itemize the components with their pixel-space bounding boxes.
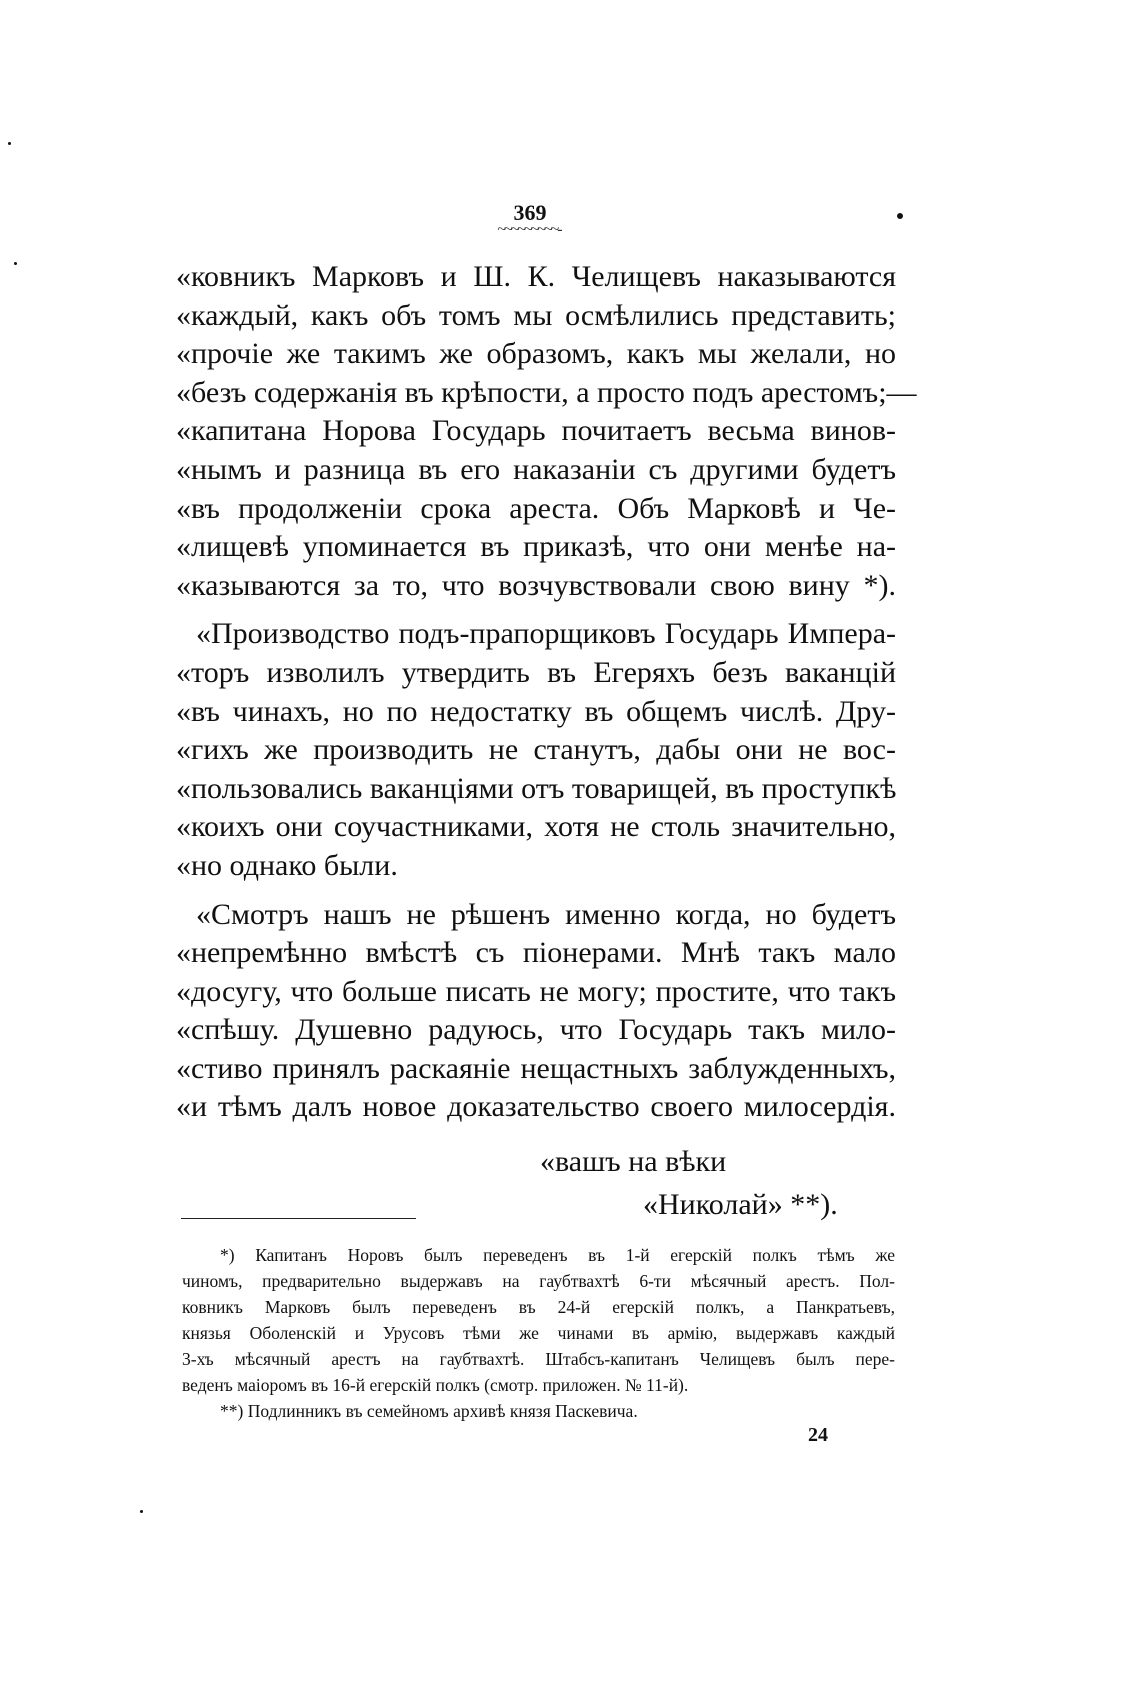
text-line: «но однако были.	[176, 848, 398, 882]
text-line: «Производство подъ-прапорщиковъ Государь Импера-	[196, 617, 896, 651]
footnote-line: чиномъ, предварительно выдержавъ на гаубтвахтѣ 6-ти мѣсячный арестъ. Пол-	[182, 1271, 895, 1291]
page-number-ornament: ~~~~~~~~~-	[497, 221, 561, 238]
paragraph-1	[176, 258, 917, 605]
text-line: «коихъ они соучастниками, хотя не столь значительно,	[176, 810, 896, 844]
paragraph-2	[176, 615, 896, 885]
scan-speck	[14, 262, 17, 265]
footnote-line: князья Оболенскій и Урусовъ тѣми же чинами въ армію, выдержавъ каждый	[182, 1323, 895, 1343]
text-line: «каждый, какъ объ томъ мы осмѣлились представить;	[176, 298, 896, 332]
footnote-1	[182, 1242, 895, 1398]
text-line: «гихъ же производить не станутъ, дабы они не вос-	[176, 733, 896, 767]
text-line: «стиво принялъ раскаяніе нещастныхъ заблужденныхъ,	[176, 1051, 896, 1085]
footnote-separator	[181, 1218, 416, 1219]
text-line: «въ чинахъ, но по недостатку въ общемъ числѣ. Дру-	[176, 694, 896, 728]
text-line: «прочіе же такимъ же образомъ, какъ мы желали, но	[176, 337, 896, 371]
footnote-line: веденъ маіоромъ въ 16-й егерскій полкъ (смотр. приложен. № 11-й).	[182, 1375, 689, 1395]
text-line: «и тѣмъ далъ новое доказательство своего милосердія.	[176, 1090, 896, 1124]
footnote-2	[182, 1398, 895, 1424]
text-line: «безъ содержанія въ крѣпости, а просто подъ арестомъ;—	[176, 375, 917, 409]
signature-name: «Николай» **).	[643, 1188, 838, 1221]
text-line: «казываются за то, что возчувствовали свою вину *).	[176, 568, 896, 602]
main-text	[176, 258, 917, 1127]
text-line: «въ продолженіи срока ареста. Объ Марковѣ и Че-	[176, 491, 896, 525]
text-line: «спѣшу. Душевно радуюсь, что Государь такъ мило-	[176, 1013, 896, 1047]
footnote-line: ковникъ Марковъ былъ переведенъ въ 24-й егерскій полкъ, а Панкратьевъ,	[182, 1297, 895, 1317]
footnote-line: 3-хъ мѣсячный арестъ на гаубтвахтѣ. Штабсъ-капитанъ Челищевъ былъ пере-	[182, 1349, 895, 1369]
text-line: «нымъ и разница въ его наказаніи съ другими будетъ	[176, 452, 896, 486]
text-line: «капитана Норова Государь почитаетъ весьма винов-	[176, 414, 896, 448]
footnote-line: **) Подлинникъ въ семейномъ архивѣ князя Паскевича.	[220, 1401, 638, 1421]
printer-signature-mark: 24	[808, 1424, 828, 1446]
footnotes	[182, 1242, 895, 1424]
scan-speck	[8, 142, 11, 145]
text-line: «ковникъ Марковъ и Ш. К. Челищевъ наказываются	[176, 260, 896, 293]
text-line: «Смотръ нашъ не рѣшенъ именно когда, но будетъ	[196, 897, 896, 931]
scan-speck	[897, 213, 903, 219]
text-line: «досугу, что больше писать не могу; простите, что такъ	[176, 974, 896, 1008]
signature-closing: «вашъ на вѣки	[540, 1145, 727, 1178]
text-line: «торъ изволилъ утвердить въ Егеряхъ безъ ваканцій	[176, 655, 896, 689]
page-number: 369	[513, 200, 547, 225]
footnote-line: *) Капитанъ Норовъ былъ переведенъ въ 1-й егерскій полкъ тѣмъ же	[220, 1245, 895, 1265]
paragraph-3	[176, 896, 896, 1128]
text-line: «непремѣнно вмѣстѣ съ піонерами. Мнѣ такъ мало	[176, 936, 896, 970]
text-line: «пользовались ваканціями отъ товарищей, въ проступкѣ	[176, 771, 897, 805]
scan-speck	[140, 1510, 143, 1513]
text-line: «лищевѣ упоминается въ приказѣ, что они менѣе на-	[176, 530, 896, 564]
